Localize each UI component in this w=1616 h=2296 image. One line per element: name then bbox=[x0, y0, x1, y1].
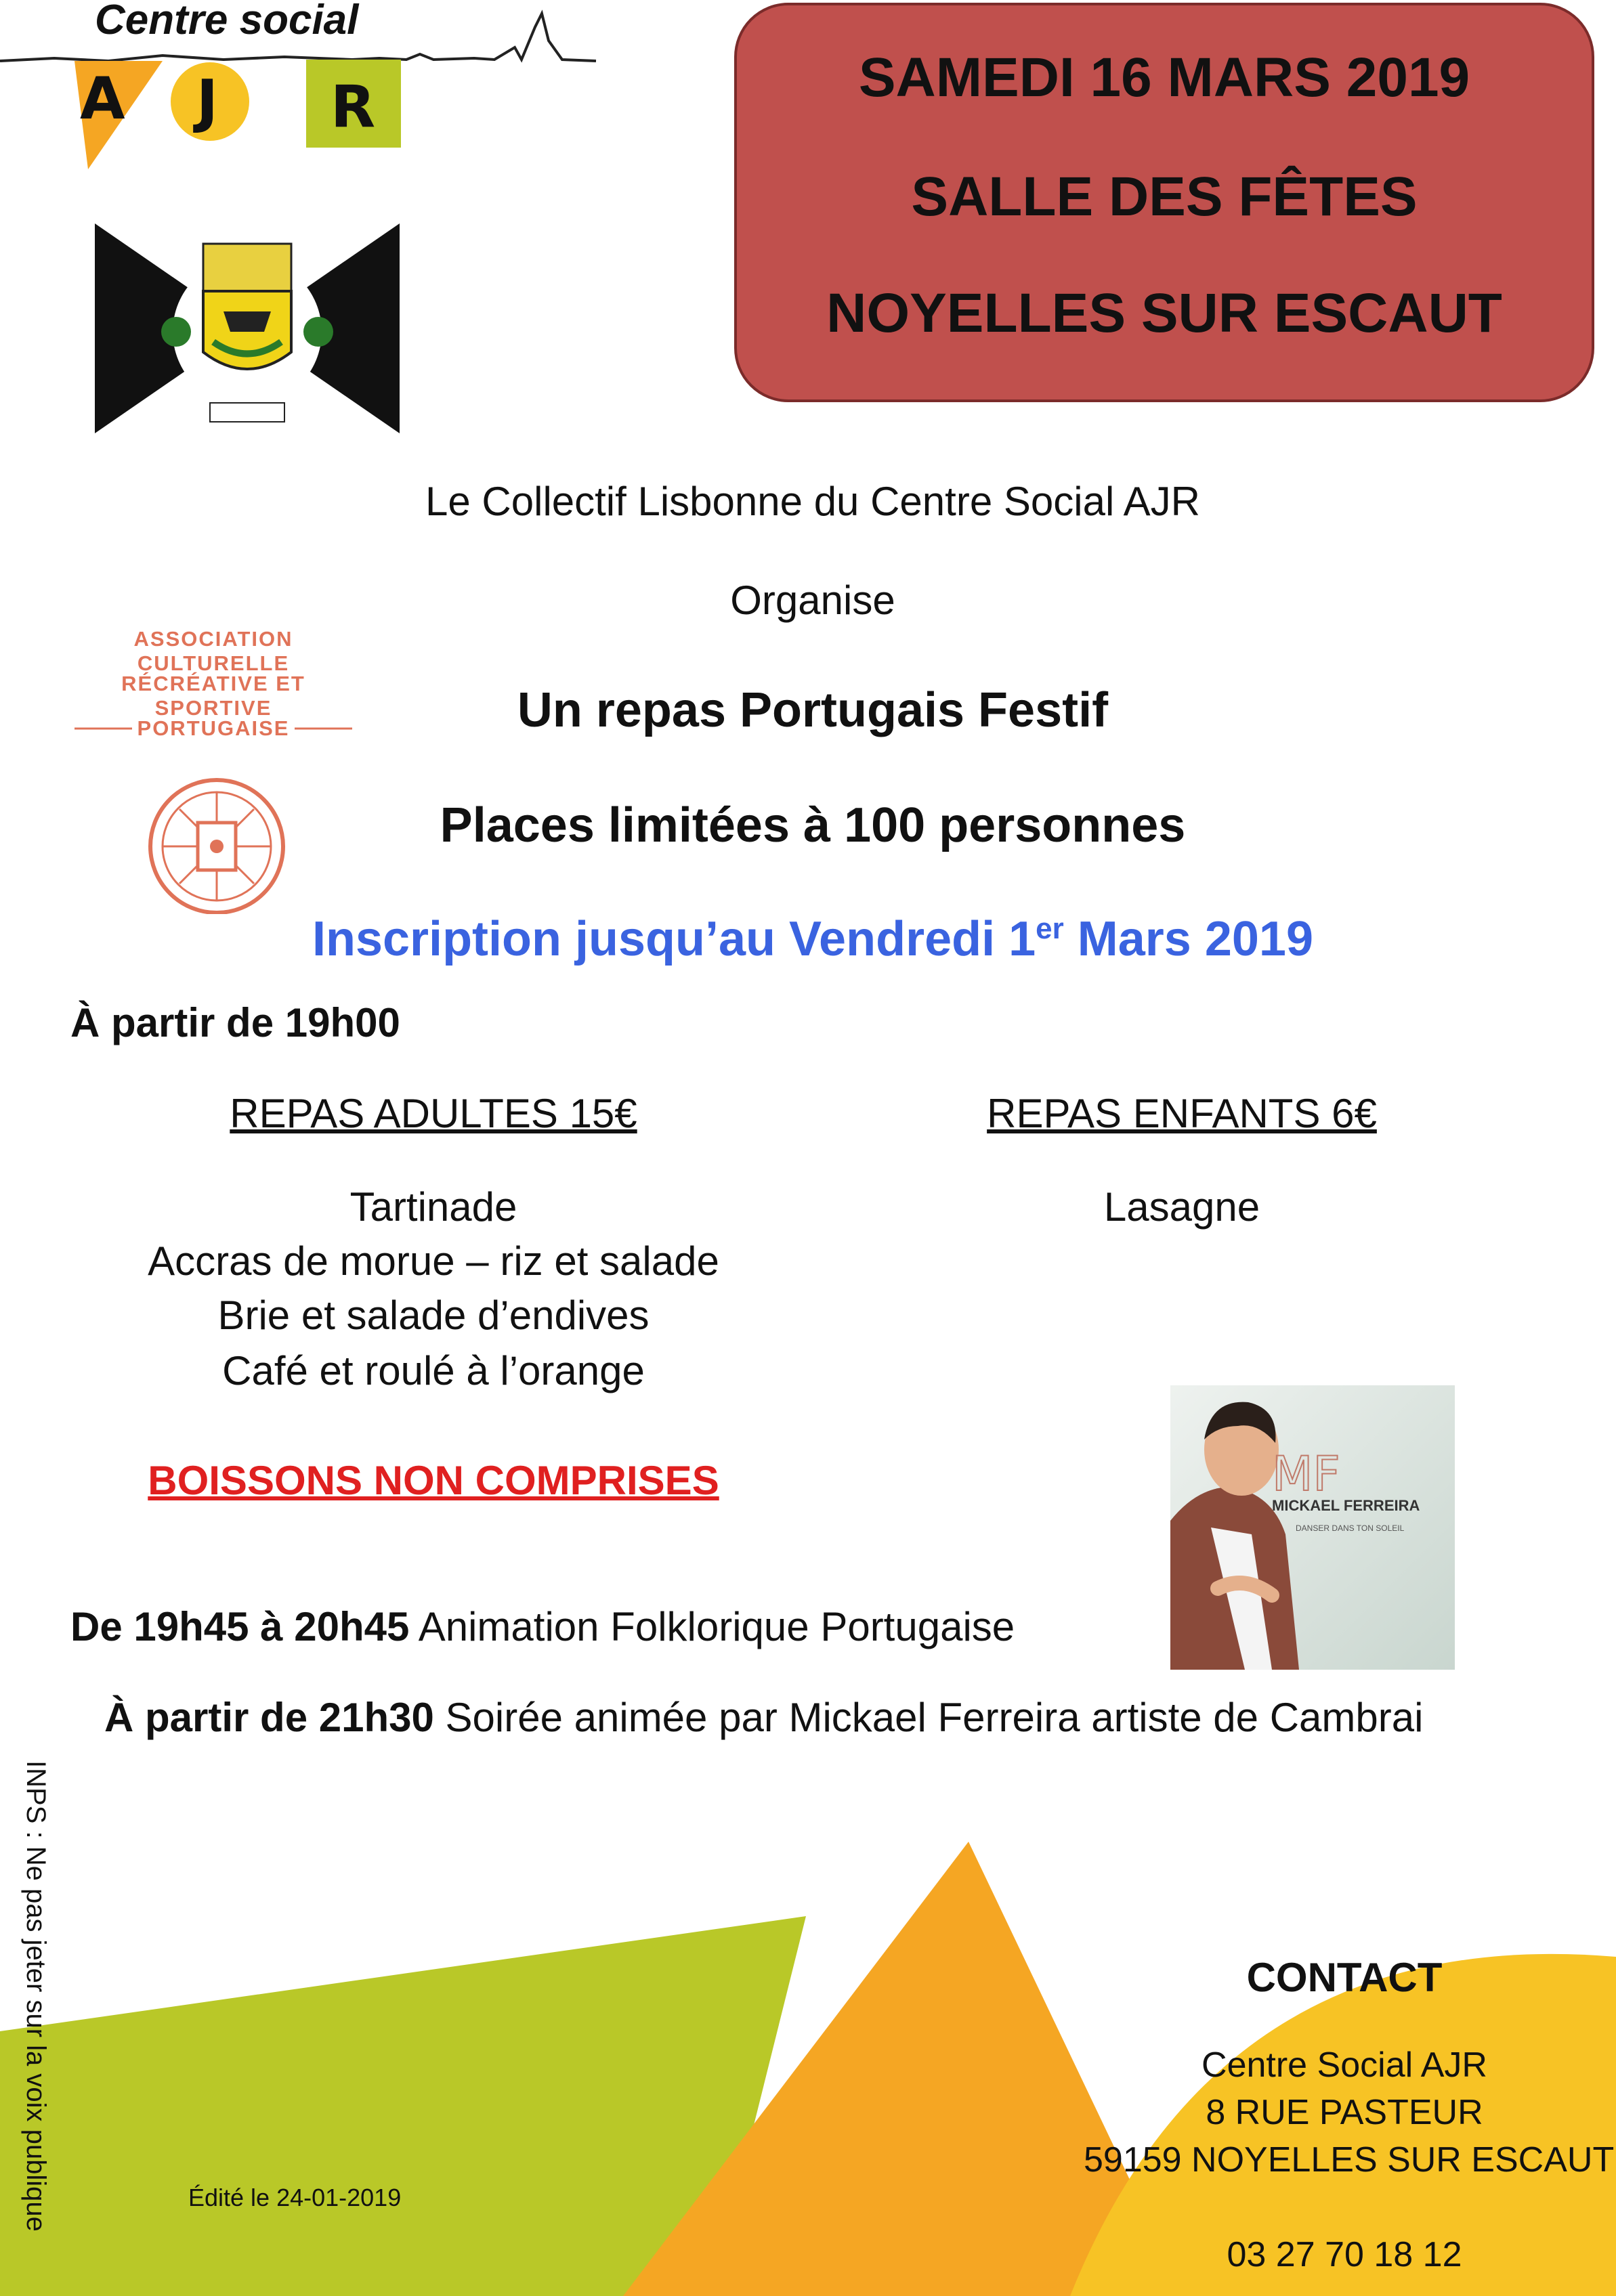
event-date: SAMEDI 16 MARS 2019 bbox=[858, 47, 1470, 108]
artist-album-title: DANSER DANS TON SOLEIL bbox=[1296, 1523, 1405, 1533]
inscription-prefix: Inscription jusqu’au Vendredi 1 bbox=[312, 912, 1036, 966]
contact-street: 8 RUE PASTEUR bbox=[1206, 2093, 1483, 2132]
adults-item-3: Brie et salade d’endives bbox=[217, 1293, 650, 1338]
association-emblem bbox=[68, 616, 373, 914]
association-line-3: PORTUGAISE bbox=[137, 716, 290, 740]
organizer-line: Le Collectif Lisbonne du Centre Social AJR bbox=[425, 479, 1200, 524]
centre-social-ajr-logo bbox=[0, 0, 610, 176]
evening-line bbox=[104, 1694, 1423, 1741]
drinks-note: BOISSONS NON COMPRISES bbox=[148, 1458, 719, 1503]
event-venue: SALLE DES FÊTES bbox=[911, 166, 1418, 228]
contact-city: 59159 NOYELLES SUR ESCAUT bbox=[1084, 2140, 1615, 2180]
association-line-2: RÉCRÉATIVE ET SPORTIVE bbox=[121, 672, 305, 720]
start-time: À partir de 19h00 bbox=[70, 1000, 400, 1045]
inscription-deadline bbox=[0, 911, 1616, 967]
places-limit: Places limitées à 100 personnes bbox=[440, 798, 1186, 852]
logo-letter-r: R bbox=[331, 73, 376, 141]
adults-item-4: Café et roulé à l’orange bbox=[222, 1348, 645, 1393]
children-menu-title: REPAS ENFANTS 6€ bbox=[987, 1091, 1377, 1136]
evening-text: Soirée animée par Mickael Ferreira artiste de Cambrai bbox=[433, 1695, 1424, 1740]
association-logo bbox=[68, 616, 373, 914]
headline: Un repas Portugais Festif bbox=[517, 683, 1109, 737]
inscription-suffix: Mars 2019 bbox=[1063, 912, 1314, 966]
artist-name: MICKAEL FERREIRA bbox=[1272, 1497, 1420, 1514]
folk-animation-line bbox=[70, 1603, 1015, 1650]
logo-letter-a: A bbox=[80, 65, 125, 133]
contact-phone: 03 27 70 18 12 bbox=[1227, 2235, 1462, 2274]
inscription-superscript: er bbox=[1036, 912, 1064, 945]
folk-text: Animation Folklorique Portugaise bbox=[409, 1604, 1015, 1649]
organise-line: Organise bbox=[730, 578, 895, 623]
edited-date: Édité le 24-01-2019 bbox=[188, 2184, 402, 2211]
contact-name: Centre Social AJR bbox=[1202, 2045, 1487, 2085]
children-item-1: Lasagne bbox=[1103, 1184, 1260, 1230]
evening-time: À partir de 21h30 bbox=[104, 1695, 434, 1740]
adults-menu-title: REPAS ADULTES 15€ bbox=[230, 1091, 637, 1136]
event-city: NOYELLES SUR ESCAUT bbox=[826, 282, 1502, 344]
lisbon-flag-crest bbox=[95, 223, 400, 433]
event-info-box bbox=[734, 3, 1594, 402]
artist-monogram: MF bbox=[1272, 1446, 1340, 1502]
artist-photo bbox=[1170, 1385, 1455, 1670]
adults-item-1: Tartinade bbox=[349, 1184, 517, 1230]
folk-time: De 19h45 à 20h45 bbox=[70, 1604, 410, 1649]
logo-letter-j: J bbox=[196, 68, 218, 135]
side-note: INPS : Ne pas jeter sur la voix publique bbox=[21, 1760, 51, 2232]
association-line-1: ASSOCIATION CULTURELLE bbox=[133, 627, 293, 675]
logo-title: Centre social bbox=[95, 0, 359, 43]
adults-item-2: Accras de morue – riz et salade bbox=[148, 1238, 719, 1284]
contact-title: CONTACT bbox=[1246, 1955, 1443, 2000]
